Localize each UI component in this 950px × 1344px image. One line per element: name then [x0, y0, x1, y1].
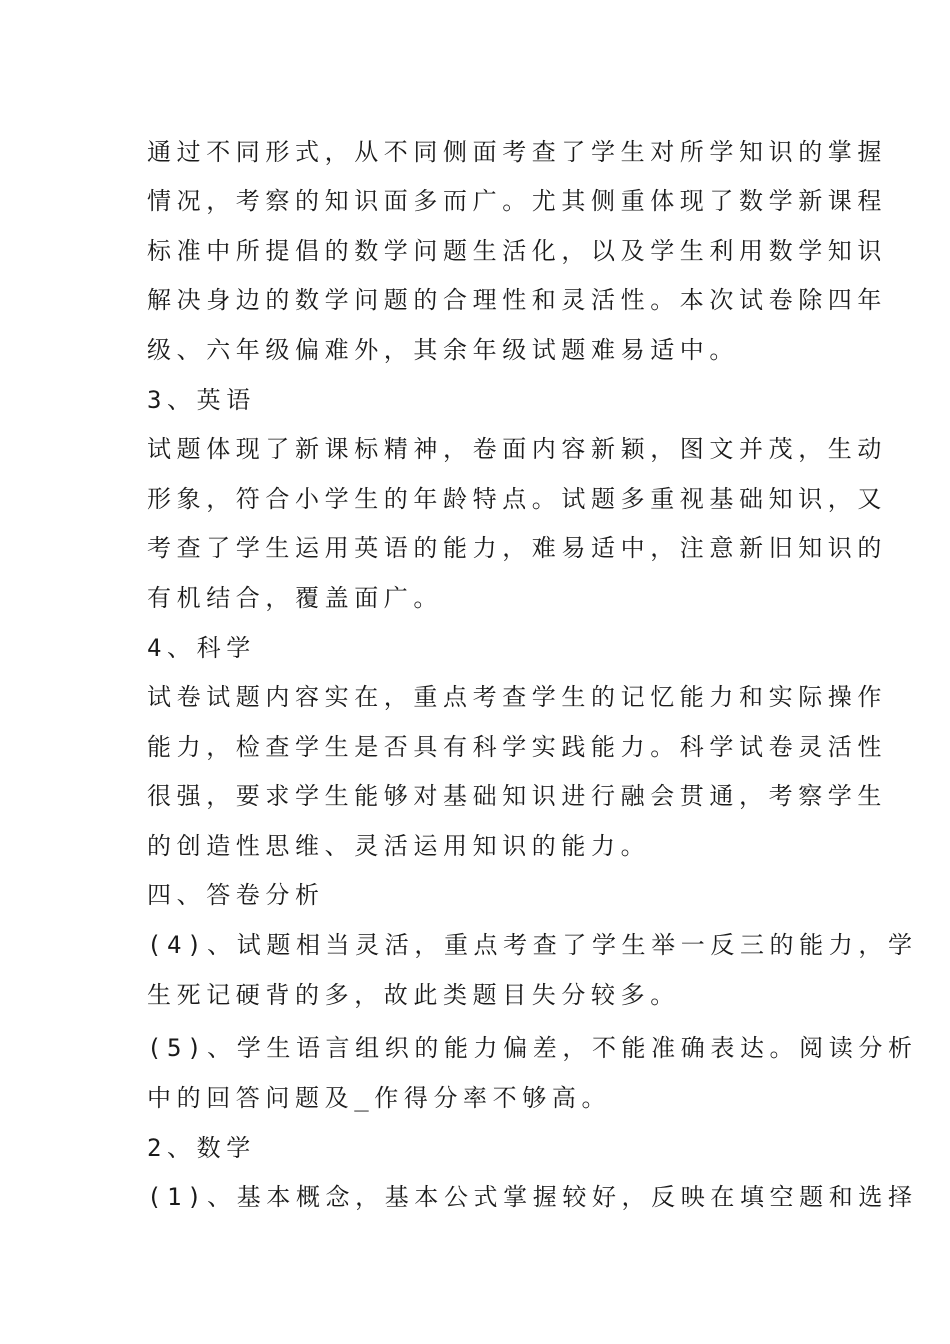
text-line: 有机结合，覆盖面广。	[147, 584, 443, 612]
text-line: 级、六年级偏难外，其余年级试题难易适中。	[147, 336, 739, 364]
section-heading-math: 2、数学	[147, 1134, 256, 1162]
section-heading-english: 3、英语	[147, 386, 256, 414]
text-line: 情况，考察的知识面多而广。尤其侧重体现了数学新课程	[147, 187, 887, 215]
text-line: (4)、试题相当灵活，重点考查了学生举一反三的能力，学	[147, 931, 918, 959]
section-heading-science: 4、科学	[147, 634, 256, 662]
text-line: 生死记硬背的多，故此类题目失分较多。	[147, 981, 680, 1009]
text-line: 能力，检查学生是否具有科学实践能力。科学试卷灵活性	[147, 733, 887, 761]
text-line: 标准中所提倡的数学问题生活化，以及学生利用数学知识	[147, 237, 887, 265]
text-line: 考查了学生运用英语的能力，难易适中，注意新旧知识的	[147, 534, 887, 562]
section-heading-answer-analysis: 四、答卷分析	[147, 881, 325, 909]
text-line: 试题体现了新课标精神，卷面内容新颖，图文并茂，生动	[147, 435, 887, 463]
text-line: 解决身边的数学问题的合理性和灵活性。本次试卷除四年	[147, 286, 887, 314]
text-line: (5)、学生语言组织的能力偏差，不能准确表达。阅读分析	[147, 1034, 918, 1062]
text-line: (1)、基本概念，基本公式掌握较好，反映在填空题和选择	[147, 1183, 918, 1211]
text-line: 形象，符合小学生的年龄特点。试题多重视基础知识，又	[147, 485, 887, 513]
text-line: 很强，要求学生能够对基础知识进行融会贯通，考察学生	[147, 782, 887, 810]
text-line: 中的回答问题及_作得分率不够高。	[147, 1084, 612, 1112]
text-line: 的创造性思维、灵活运用知识的能力。	[147, 832, 651, 860]
text-line: 通过不同形式，从不同侧面考查了学生对所学知识的掌握	[147, 138, 887, 166]
text-line: 试卷试题内容实在，重点考查学生的记忆能力和实际操作	[147, 683, 887, 711]
